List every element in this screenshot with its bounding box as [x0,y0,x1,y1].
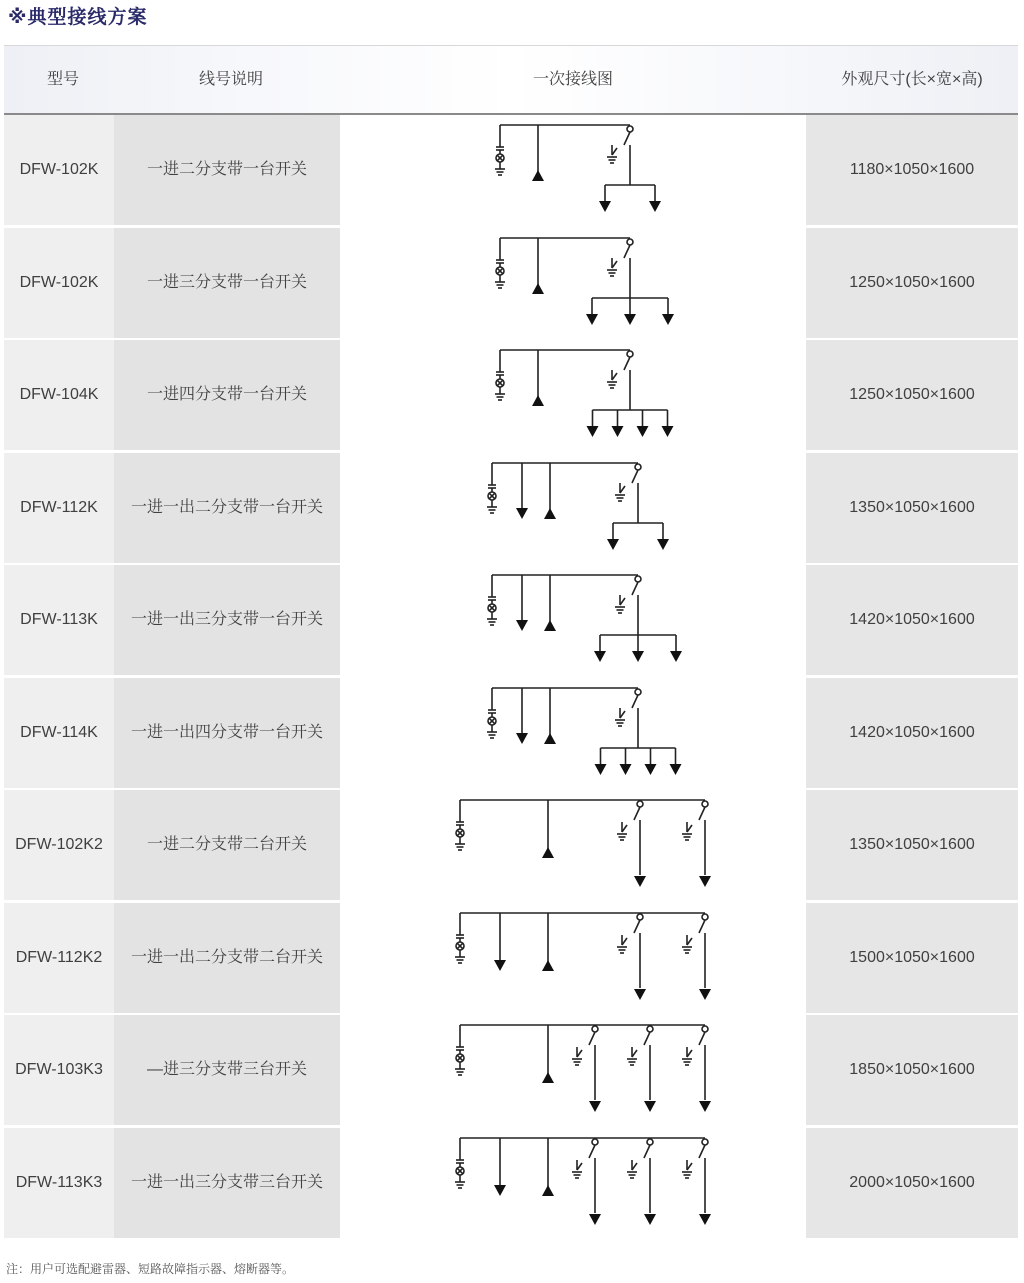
model-cell: DFW-102K [4,228,114,338]
description-cell: 一进一出三分支带三台开关 [114,1128,340,1238]
table-row [4,678,1018,788]
wiring-diagram-svg [340,565,806,675]
description-cell: 一进一出四分支带一台开关 [114,678,340,788]
header-diagram: 一次接线图 [532,71,613,88]
wiring-diagram-svg [340,1015,806,1125]
table-row [4,903,1018,1013]
model-cell: DFW-114K [4,678,114,788]
table-row [4,790,1018,900]
table-row [4,115,1018,225]
description-cell: 一进一出二分支带一台开关 [114,453,340,563]
wiring-diagram [340,903,806,1013]
header-description: 线号说明 [198,71,263,88]
size-cell: 1420×1050×1600 [806,678,1018,788]
table-header [4,46,1018,115]
size-cell: 1350×1050×1600 [806,790,1018,900]
model-cell: DFW-102K2 [4,790,114,900]
size-cell: 1350×1050×1600 [806,453,1018,563]
wiring-diagram [340,1015,806,1125]
description-cell: 一进四分支带一台开关 [114,340,340,450]
wiring-diagram-svg [340,678,806,788]
size-cell: 1500×1050×1600 [806,903,1018,1013]
wiring-diagram-svg [340,790,806,900]
size-cell: 1250×1050×1600 [806,228,1018,338]
wiring-diagram [340,565,806,675]
header-size: 外观尺寸(长×宽×高) [841,71,983,88]
page-title: ※典型接线方案 [8,7,148,28]
model-cell: DFW-112K [4,453,114,563]
wiring-diagram-svg [340,228,806,338]
wiring-diagram [340,453,806,563]
description-cell: 一进二分支带二台开关 [114,790,340,900]
model-cell: DFW-104K [4,340,114,450]
table-row [4,1015,1018,1125]
size-cell: 2000×1050×1600 [806,1128,1018,1238]
size-cell: 1420×1050×1600 [806,565,1018,675]
wiring-diagram-svg [340,453,806,563]
description-cell: 一进三分支带一台开关 [114,228,340,338]
model-cell: DFW-113K3 [4,1128,114,1238]
wiring-diagram-svg [340,903,806,1013]
table-row [4,1128,1018,1238]
model-cell: DFW-103K3 [4,1015,114,1125]
wiring-diagram-svg [340,115,806,225]
header-model: 型号 [46,71,79,88]
size-cell: 1250×1050×1600 [806,340,1018,450]
wiring-diagram [340,340,806,450]
description-cell: 一进二分支带一台开关 [114,115,340,225]
table-row [4,340,1018,450]
description-cell: —进三分支带三台开关 [114,1015,340,1125]
table-row [4,565,1018,675]
wiring-diagram-svg [340,1128,806,1238]
model-cell: DFW-113K [4,565,114,675]
wiring-diagram [340,115,806,225]
model-cell: DFW-112K2 [4,903,114,1013]
description-cell: 一进一出二分支带二台开关 [114,903,340,1013]
wiring-diagram [340,228,806,338]
wiring-diagram [340,1128,806,1238]
wiring-diagram [340,678,806,788]
size-cell: 1180×1050×1600 [806,115,1018,225]
table-row [4,453,1018,563]
model-cell: DFW-102K [4,115,114,225]
description-cell: 一进一出三分支带一台开关 [114,565,340,675]
table-row [4,228,1018,338]
size-cell: 1850×1050×1600 [806,1015,1018,1125]
wiring-diagram [340,790,806,900]
wiring-diagram-svg [340,340,806,450]
footnote: 注：用户可选配避雷器、短路故障指示器、熔断器等。 [6,1262,295,1276]
